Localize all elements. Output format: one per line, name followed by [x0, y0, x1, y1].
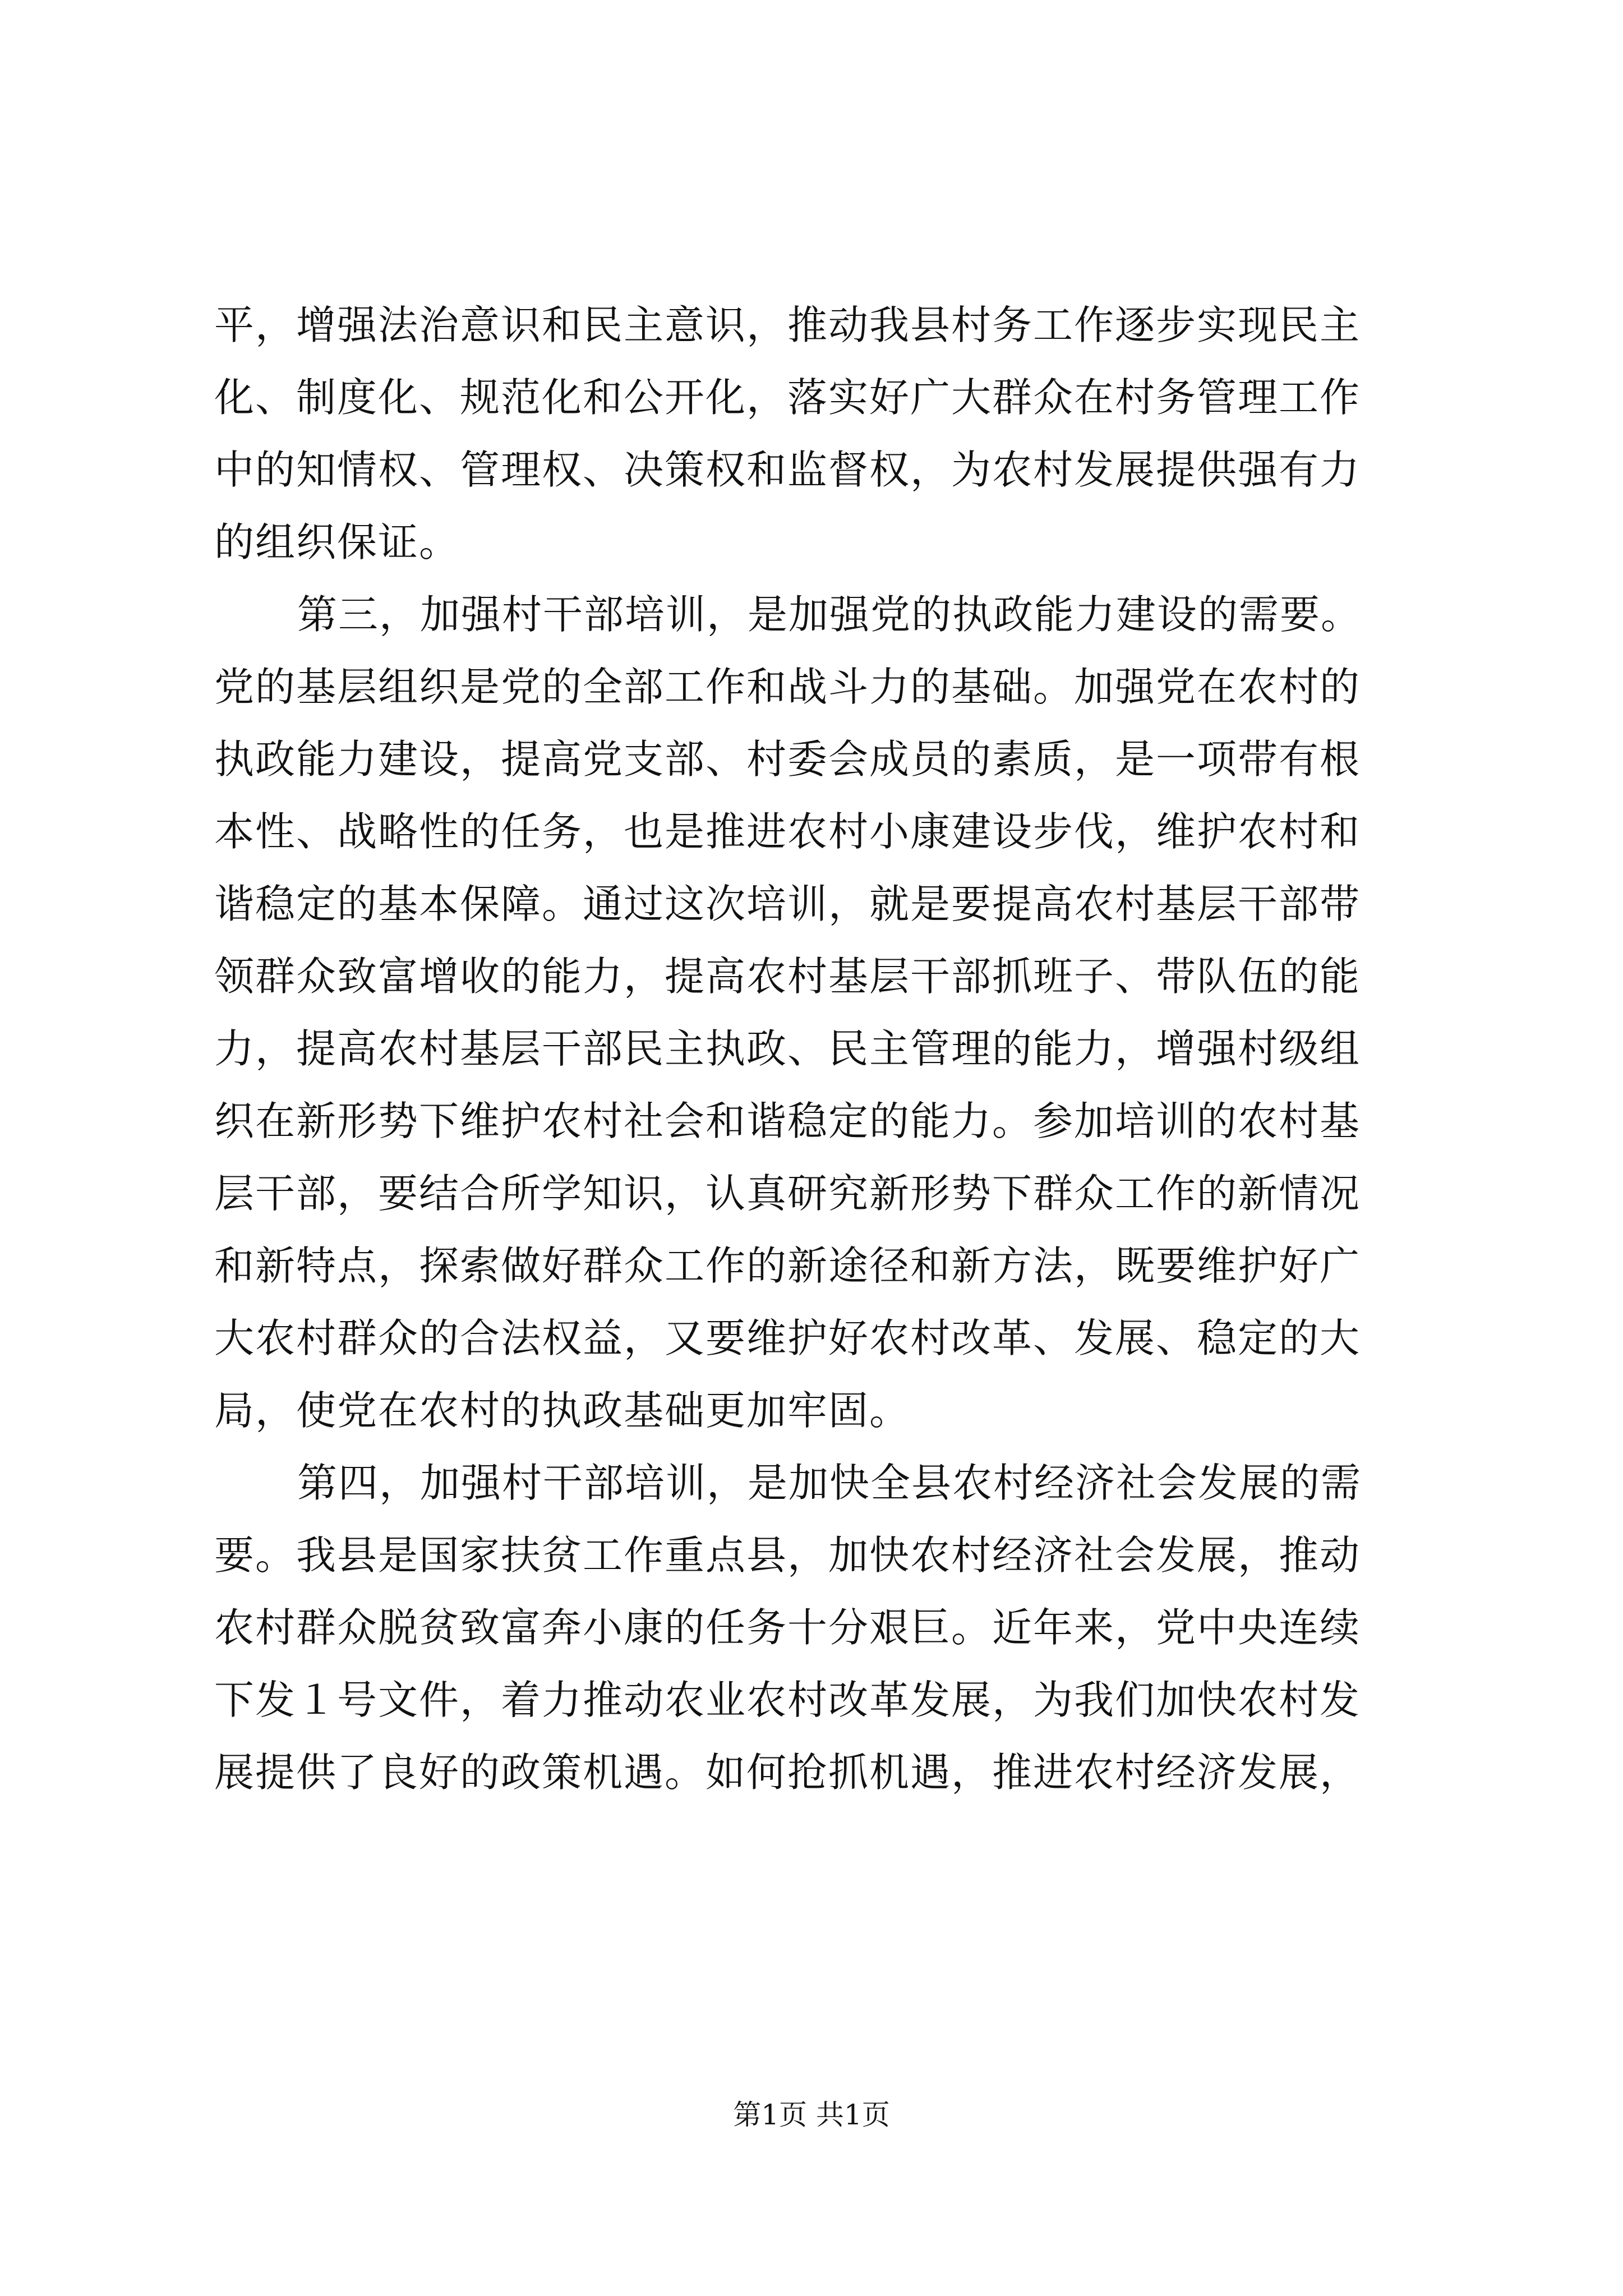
paragraph-start-line: 第四，加强村干部培训，是加快全县农村经济社会发展的需 [297, 1460, 1362, 1506]
text-line: 党的基层组织是党的全部工作和战斗力的基础。加强党在农村的 [214, 664, 1361, 710]
text-line: 中的知情权、管理权、决策权和监督权，为农村发展提供强有力 [214, 447, 1361, 493]
text-line: 展提供了良好的政策机遇。如何抢抓机遇，推进农村经济发展， [214, 1749, 1361, 1796]
text-line: 化、制度化、规范化和公开化，落实好广大群众在村务管理工作 [214, 374, 1361, 421]
text-line: 农村群众脱贫致富奔小康的任务十分艰巨。近年来，党中央连续 [214, 1604, 1361, 1651]
text-line: 力，提高农村基层干部民主执政、民主管理的能力，增强村级组 [214, 1025, 1361, 1072]
text-line: 下发１号文件，着力推动农业农村改革发展，为我们加快农村发 [214, 1677, 1361, 1723]
paragraph-start-line: 第三，加强村干部培训，是加强党的执政能力建设的需要。 [297, 591, 1362, 638]
text-line: 大农村群众的合法权益，又要维护好农村改革、发展、稳定的大 [214, 1315, 1361, 1361]
text-line: 的组织保证。 [214, 519, 460, 565]
text-line: 谐稳定的基本保障。通过这次培训，就是要提高农村基层干部带 [214, 881, 1361, 927]
text-line: 和新特点，探索做好群众工作的新途径和新方法，既要维护好广 [214, 1243, 1361, 1289]
text-line: 局，使党在农村的执政基础更加牢固。 [214, 1387, 911, 1434]
text-line: 要。我县是国家扶贫工作重点县，加快农村经济社会发展，推动 [214, 1532, 1361, 1579]
text-line: 平，增强法治意识和民主意识，推动我县村务工作逐步实现民主 [214, 302, 1361, 348]
text-line: 领群众致富增收的能力，提高农村基层干部抓班子、带队伍的能 [214, 953, 1361, 1000]
page-footer: 第1页 共1页 [733, 2099, 890, 2131]
text-line: 织在新形势下维护农村社会和谐稳定的能力。参加培训的农村基 [214, 1098, 1361, 1144]
text-line: 本性、战略性的任务，也是推进农村小康建设步伐，维护农村和 [214, 808, 1361, 855]
text-line: 执政能力建设，提高党支部、村委会成员的素质，是一项带有根 [214, 736, 1361, 783]
text-line: 层干部，要结合所学知识，认真研究新形势下群众工作的新情况 [214, 1170, 1361, 1217]
